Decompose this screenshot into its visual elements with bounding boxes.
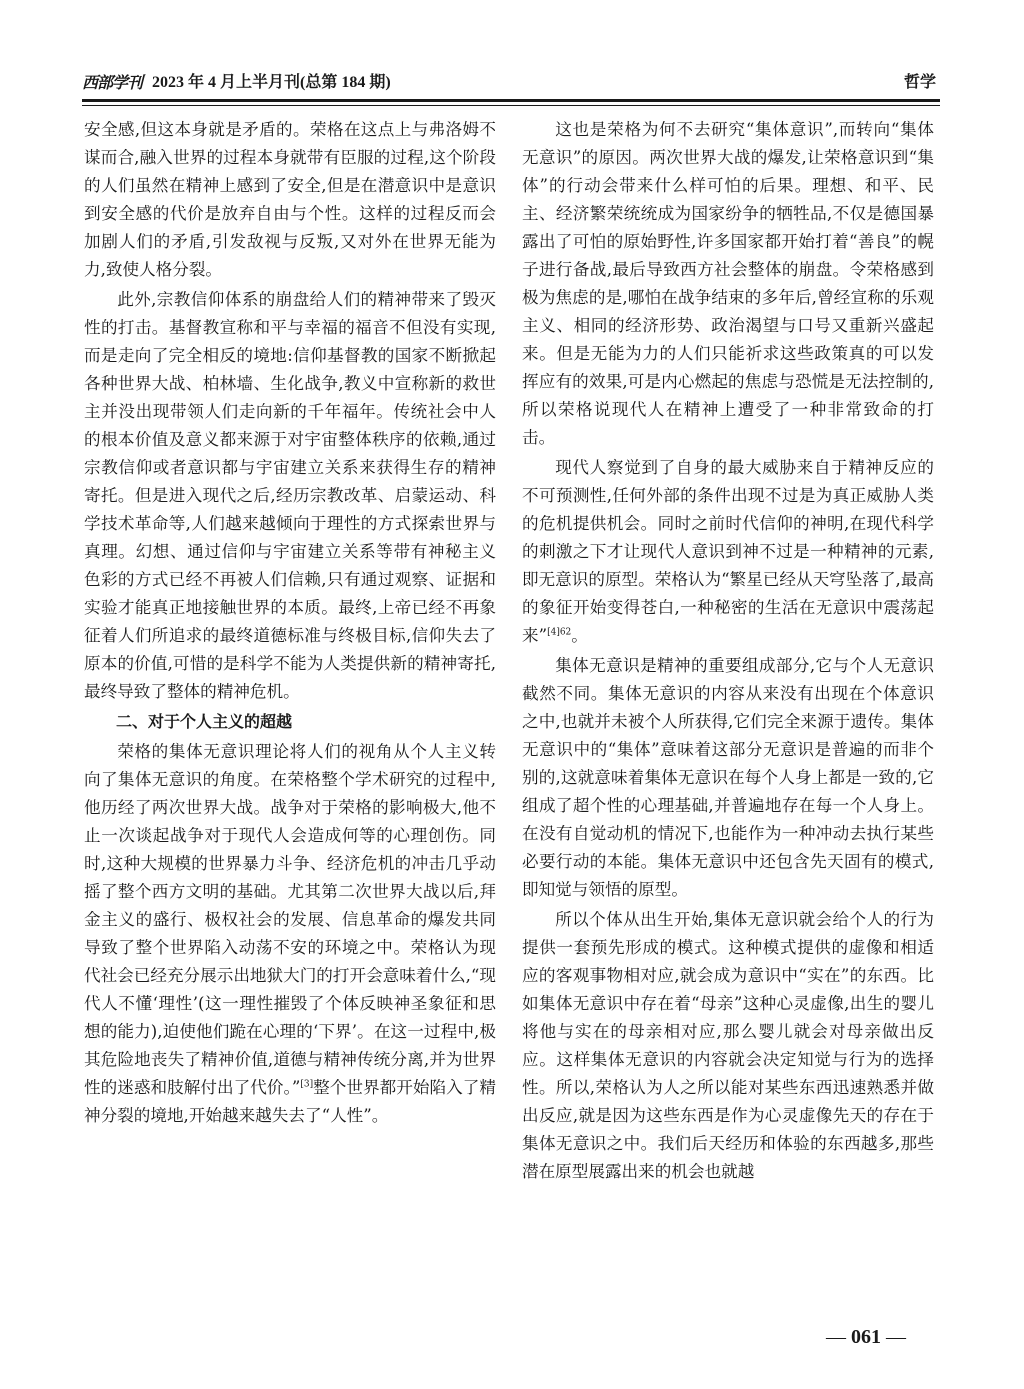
left-column [84, 116, 496, 1132]
paragraph: 安全感,但这本身就是矛盾的。荣格在这点上与弗洛姆不谋而合,融入世界的过程本身就带有臣服的过程,这个阶段的人们虽然在精神上感到了安全,但是在潜意识中是意识到安全感的代价是放弃自由与个性。这样的过程反而会加剧人们的矛盾,引发敌视与反叛,又对外在世界无能为力,致使人格分裂。 [84, 120, 496, 279]
section-heading: 二、对于个人主义的超越 [116, 712, 293, 731]
page-number: — 061 — [826, 1326, 906, 1348]
section-name: 哲学 [903, 74, 936, 91]
paragraph [522, 454, 934, 650]
paragraph [84, 738, 496, 1130]
paragraph-text: 荣格的集体无意识理论将人们的视角从个人主义转向了集体无意识的角度。在荣格整个学术研究的过程中,他历经了两次世界大战。战争对于荣格的影响极大,他不止一次谈起战争对于现代人会造成何等的心理创伤。同时,这种大规模的世界暴力斗争、经济危机的冲击几乎动摇了整个西方文明的基础。尤其第二次世界大战以后,拜金主义的盛行、极权社会的发展、信息革命的爆发共同导致了整个世界陷入动荡不安的环境之中。荣格认为现代社会已经充分展示出地狱大门的打开会意味着什么,“现代人不懂‘理性’(这一理性摧毁了个体反映神圣象征和思想的能力),迫使他们跪在心理的‘下界’。在这一过程中,极其危险地丧失了精神价值,道德与精神传统分离,并为世界性的迷惑和肢解付出了代价。” [84, 742, 497, 1097]
paragraph: 所以个体从出生开始,集体无意识就会给个人的行为提供一套预先形成的模式。这种模式提供的虚像和相适应的客观事物相对应,就会成为意识中“实在”的东西。比如集体无意识中存在着“母亲”这种心灵虚像,出生的婴儿将他与实在的母亲相对应,那么婴儿就会对母亲做出反应。这样集体无意识的内容就会决定知觉与行为的选择性。所以,荣格认为人之所以能对某些东西迅速熟悉并做出反应,就是因为这些东西是作为心灵虚像先天的存在于集体无意识之中。我们后天经历和体验的东西越多,那些潜在原型展露出来的机会也就越 [522, 910, 934, 1181]
header-rule-thick [82, 99, 940, 102]
paragraph-text: 。 [571, 626, 588, 645]
paragraph: 此外,宗教信仰体系的崩盘给人们的精神带来了毁灭性的打击。基督教宣称和平与幸福的福音不但没有实现,而是走向了完全相反的境地:信仰基督教的国家不断掀起各种世界大战、柏林墙、生化战争,教义中宣称新的救世主并没出现带领人们走向新的千年福年。传统社会中人的根本价值及意义都来源于对宇宙整体秩序的依赖,通过宗教信仰或者意识都与宇宙建立关系来获得生存的精神寄托。但是进入现代之后,经历宗教改革、启蒙运动、科学技术革命等,人们越来越倾向于理性的方式探索世界与真理。幻想、通过信仰与宇宙建立关系等带有神秘主义色彩的方式已经不再被人们信赖,只有通过观察、证据和实验才能真正地接触世界的本质。最终,上帝已经不再象征着人们所追求的最终道德标准与终极目标,信仰失去了原本的价值,可惜的是科学不能为人类提供新的精神寄托,最终导致了整体的精神危机。 [84, 290, 496, 701]
journal-logo: 西部学刊 [82, 73, 143, 92]
paragraph-text: 现代人察觉到了自身的最大威胁来自于精神反应的不可预测性,任何外部的条件出现不过是为真正威胁人类的危机提供机会。同时之前时代信仰的神明,在现代科学的刺激之下才让现代人意识到神不过是一种精神的元素,即无意识的原型。荣格认为“繁星已经从天穹坠落了,最高的象征开始变得苍白,一种秘密的生活在无意识中震荡起来” [522, 458, 935, 645]
paragraph-text: 整个世界都开始陷入了精神分裂的境地,开始越来越失去了“人性”。 [84, 1078, 496, 1125]
running-header [82, 70, 940, 98]
paragraph: 这也是荣格为何不去研究“集体意识”,而转向“集体无意识”的原因。两次世界大战的爆发,让荣格意识到“集体”的行动会带来什么样可怕的后果。理想、和平、民主、经济繁荣统统成为国家纷争的牺牲品,不仅是德国暴露出了可怕的原始野性,许多国家都开始打着“善良”的幌子进行备战,最后导致西方社会整体的崩盘。令荣格感到极为焦虑的是,哪怕在战争结束的多年后,曾经宣称的乐观主义、相同的经济形势、政治渴望与口号又重新兴盛起来。但是无能为力的人们只能祈求这些政策真的可以发挥应有的效果,可是内心燃起的焦虑与恐慌是无法控制的,所以荣格说现代人在精神上遭受了一种非常致命的打击。 [522, 120, 934, 447]
paragraph: 集体无意识是精神的重要组成部分,它与个人无意识截然不同。集体无意识的内容从来没有出现在个体意识之中,也就并未被个人所获得,它们完全来源于遗传。集体无意识中的“集体”意味着这部分无意识是普遍的而非个别的,这就意味着集体无意识在每个人身上都是一致的,它组成了超个性的心理基础,并普遍地存在每一个人身上。在没有自觉动机的情况下,也能作为一种冲动去执行某些必要行动的本能。集体无意识中还包含先天固有的模式,即知觉与领悟的原型。 [522, 656, 934, 899]
journal-issue: 2023 年 4 月上半月刊(总第 184 期) [152, 74, 391, 91]
citation-ref: [4]62 [547, 627, 572, 638]
page-number-value: 061 [851, 1326, 881, 1348]
citation-ref: [3] [300, 1079, 314, 1090]
header-rule-thin [82, 105, 940, 106]
right-column [522, 116, 934, 1188]
